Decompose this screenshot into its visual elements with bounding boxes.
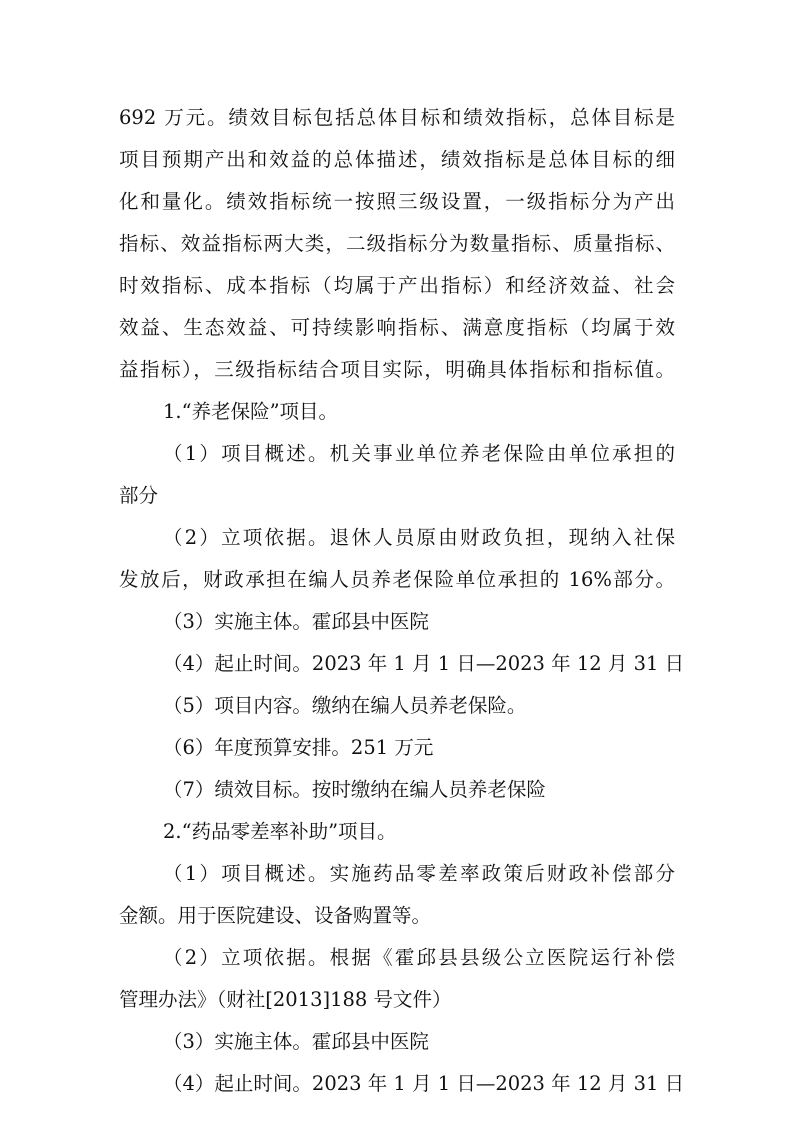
paragraph-line: （3）实施主体。霍邱县中医院 xyxy=(163,1030,429,1053)
paragraph-line: 益指标），三级指标结合项目实际，明确具体指标和指标值。 xyxy=(119,358,675,381)
paragraph-line: 部分 xyxy=(119,484,159,507)
paragraph-line: （2）立项依据。退休人员原由财政负担，现纳入社保 xyxy=(163,526,675,549)
paragraph-line: 管理办法》（财社[2013]188 号文件） xyxy=(119,988,452,1011)
paragraph-line: （6）年度预算安排。251 万元 xyxy=(163,736,434,759)
paragraph-line: 指标、效益指标两大类，二级指标分为数量指标、质量指标、 xyxy=(119,232,675,255)
paragraph-line: 效益、生态效益、可持续影响指标、满意度指标（均属于效 xyxy=(119,316,675,339)
paragraph-line: （7）绩效目标。按时缴纳在编人员养老保险 xyxy=(163,778,546,801)
paragraph-line: （2）立项依据。根据《霍邱县县级公立医院运行补偿 xyxy=(163,946,675,969)
paragraph-line: （5）项目内容。缴纳在编人员养老保险。 xyxy=(163,694,527,717)
paragraph-line: （4）起止时间。2023 年 1 月 1 日—2023 年 12 月 31 日 xyxy=(163,1072,685,1095)
paragraph-line: 金额。用于医院建设、设备购置等。 xyxy=(119,904,432,927)
paragraph-line: （1）项目概述。机关事业单位养老保险由单位承担的 xyxy=(163,442,675,465)
paragraph-line: 692 万元。绩效目标包括总体目标和绩效指标，总体目标是 xyxy=(119,106,675,129)
paragraph-line: （1）项目概述。实施药品零差率政策后财政补偿部分 xyxy=(163,862,675,885)
paragraph-line: （4）起止时间。2023 年 1 月 1 日—2023 年 12 月 31 日 xyxy=(163,652,685,675)
paragraph-line: 发放后，财政承担在编人员养老保险单位承担的 16%部分。 xyxy=(119,568,675,591)
paragraph-line: 化和量化。绩效指标统一按照三级设置，一级指标分为产出 xyxy=(119,190,675,213)
paragraph-line: 项目预期产出和效益的总体描述，绩效指标是总体目标的细 xyxy=(119,148,675,171)
paragraph-line: （3）实施主体。霍邱县中医院 xyxy=(163,610,429,633)
section-heading: 1.“养老保险”项目。 xyxy=(163,400,339,423)
paragraph-line: 时效指标、成本指标（均属于产出指标）和经济效益、社会 xyxy=(119,274,675,297)
section-heading: 2.“药品零差率补助”项目。 xyxy=(163,820,397,843)
